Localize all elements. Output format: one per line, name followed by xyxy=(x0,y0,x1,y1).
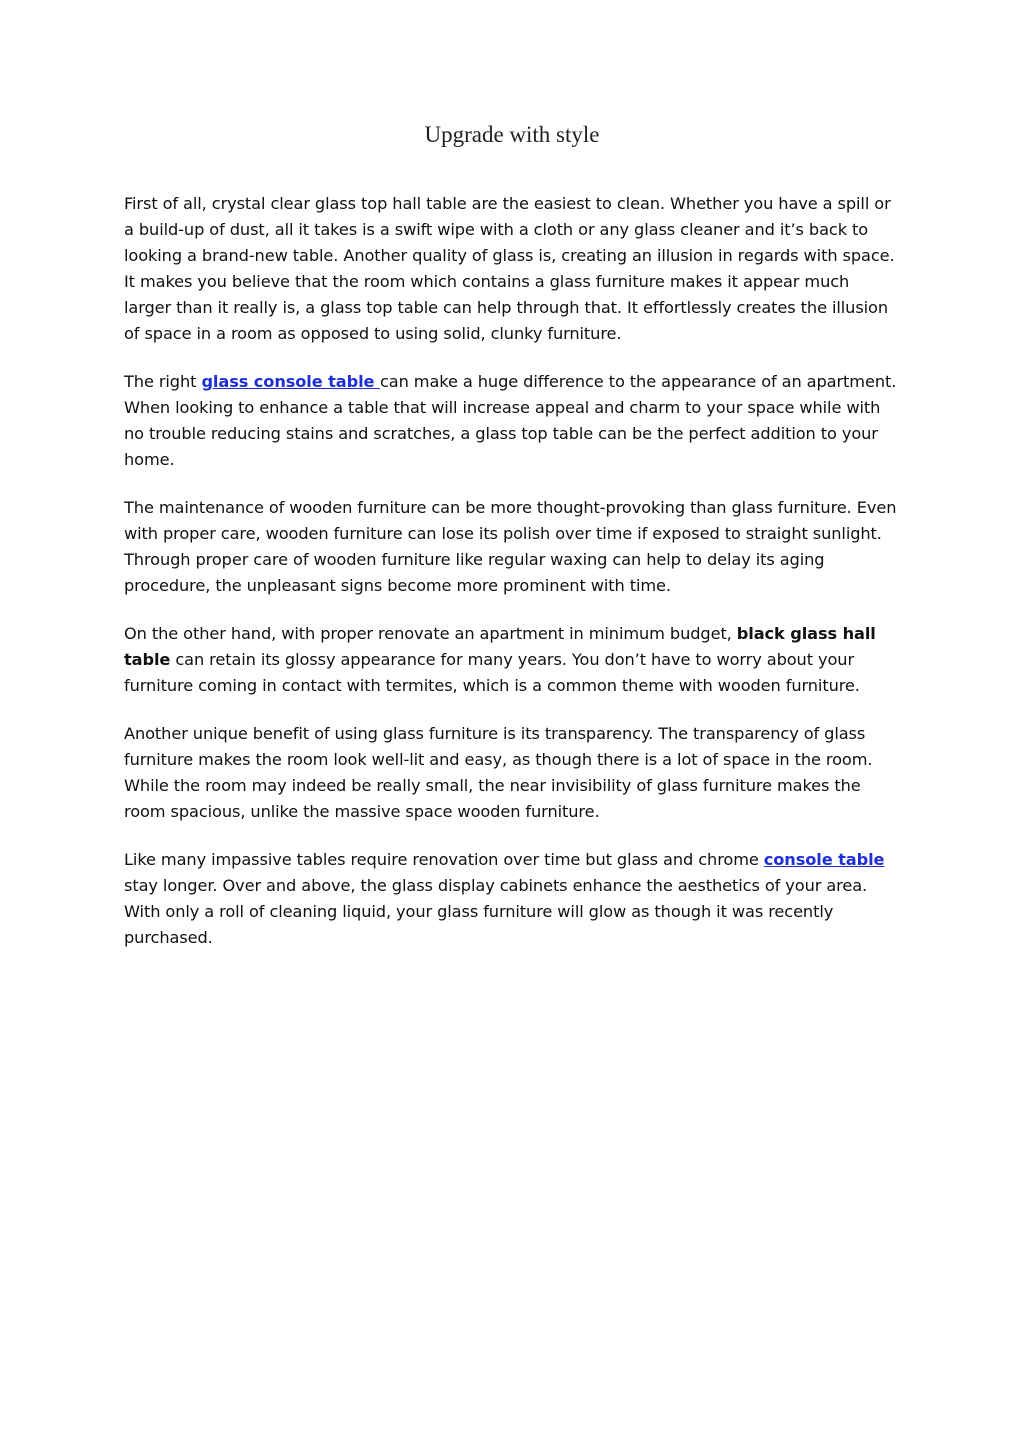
paragraph-2 xyxy=(124,369,900,473)
black-glass-hall-table-bold: black glass hall table xyxy=(124,624,876,669)
paragraph-4 xyxy=(124,621,900,699)
paragraph-4-rest: can retain its glossy appearance for many years. You don’t have to worry about your furniture coming in contact with termites, which is a common theme with wooden furniture. xyxy=(124,650,860,695)
document-title: Upgrade with style xyxy=(424,122,600,147)
paragraph-1: First of all, crystal clear glass top hall table are the easiest to clean. Whether you have a spill or a build-up of dust, all it takes is a swift wipe with a cloth or any glass cleaner and it’s back to looking a brand-new table. Another quality of glass is, creating an illusion in regards with space. It makes you believe that the room which contains a glass furniture makes it appear much larger than it really is, a glass top table can help through that. It effortlessly creates the illusion of space in a room as opposed to using solid, clunky furniture. xyxy=(124,194,895,343)
paragraph-6 xyxy=(124,847,900,951)
paragraph-3: The maintenance of wooden furniture can be more thought-provoking than glass furniture. Even with proper care, wooden furniture can lose its polish over time if exposed to straight sunlight. Through proper care of wooden furniture like regular waxing can help to delay its aging procedure, the unpleasant signs become more prominent with time. xyxy=(124,498,897,595)
console-table-link[interactable]: console table xyxy=(763,850,885,869)
paragraph-2-rest: can make a huge difference to the appearance of an apartment. When looking to enhance a table that will increase appeal and charm to your space while with no trouble reducing stains and scratches, a glass top table can be the perfect addition to your home. xyxy=(124,372,897,469)
paragraph-6-intro: Like many impassive tables require renovation over time but glass and chrome xyxy=(124,850,764,869)
document-body xyxy=(124,191,900,973)
glass-console-table-link[interactable]: glass console table xyxy=(201,372,380,391)
paragraph-4-intro: On the other hand, with proper renovate an apartment in minimum budget, xyxy=(124,624,737,643)
paragraph-2-intro: The right xyxy=(124,372,202,391)
paragraph-5: Another unique benefit of using glass furniture is its transparency. The transparency of glass furniture makes the room look well-lit and easy, as though there is a lot of space in the room. While the room may indeed be really small, the near invisibility of glass furniture makes the room spacious, unlike the massive space wooden furniture. xyxy=(124,724,873,821)
paragraph-6-rest: stay longer. Over and above, the glass display cabinets enhance the aesthetics of your area. With only a roll of cleaning liquid, your glass furniture will glow as though it was recently purchased. xyxy=(124,876,868,947)
